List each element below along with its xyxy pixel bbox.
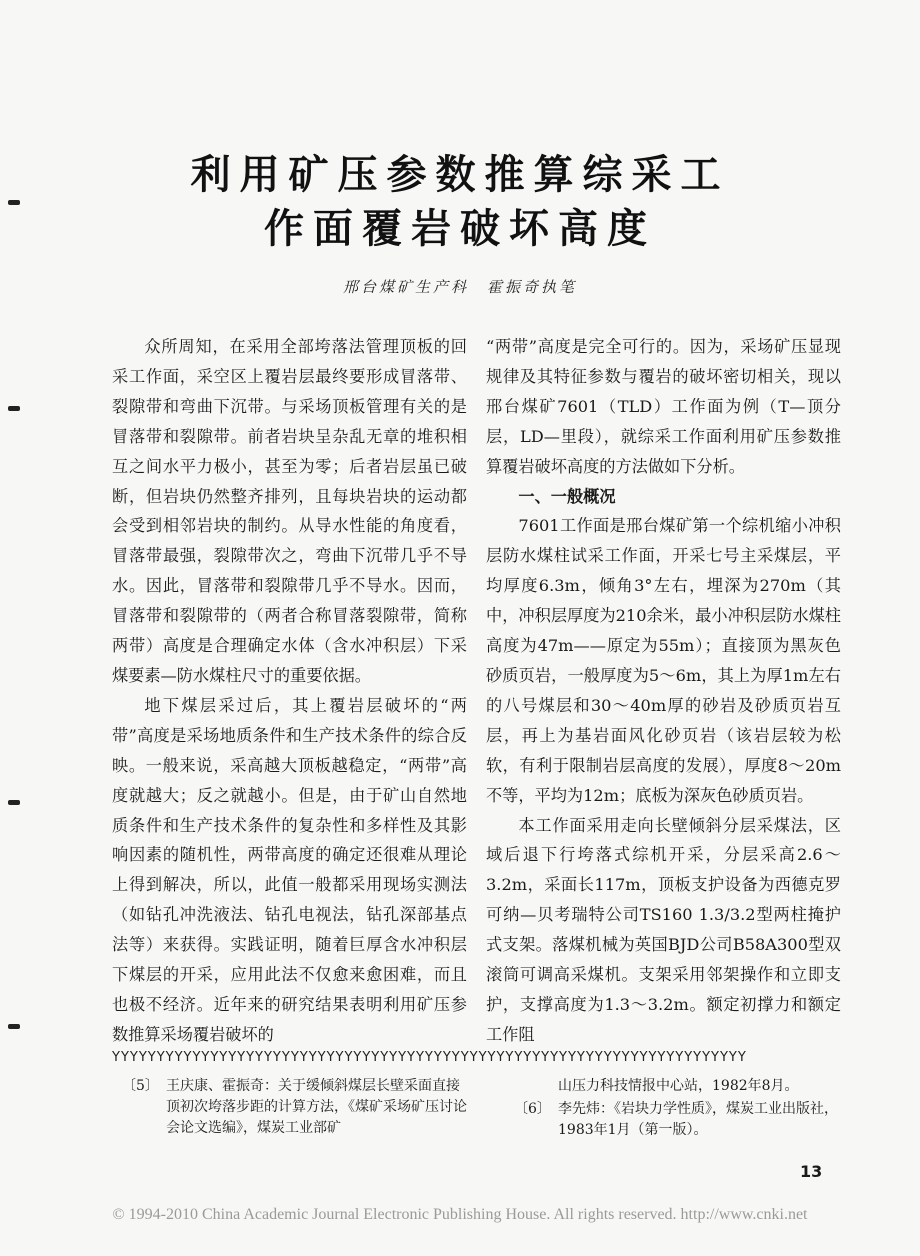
body-paragraph: 本工作面采用走向长壁倾斜分层采煤法，区域后退下行垮落式综机开采，分层采高2.6～3.2m，采面长117m，顶板支护设备为西德克罗可纳—贝考瑞特公司TS160 1.3/3.2型两柱掩护式支架。落煤机械为英国BJD公司B58A300型双滚筒可调高采煤机。支架采用邻架操作和立即支护，支撑高度为1.3～3.2m。额定初撑力和额定工作阻 [486,815,841,1044]
article-title-line-1: 利用矿压参数推算综采工 [190,152,730,198]
right-column [486,332,841,1050]
body-paragraph: 7601工作面是邢台煤矿第一个综机缩小冲积层防水煤柱试采工作面，开采七号主采煤层，平均厚度6.3m，倾角3°左右，埋深为270m（其中，冲积层厚度为210余米，最小冲积层防水煤柱高度为47m——原定为55m）；直接顶为黑灰色砂质页岩，一般厚度为5～6m，其上为厚1m左右的八号煤层和30～40m厚的砂岩及砂质页岩互层，再上为基岩面风化砂页岩（该岩层较为松软，有利于限制岩层高度的发展），厚度8～20m不等，平均为12m；底板为深灰色砂质页岩。 [486,516,841,805]
margin-mark [8,800,20,805]
margin-mark [8,1024,20,1029]
reference-text: 山压力科技情报中心站，1982年8月。 [558,1078,799,1094]
article-title-line-2: 作面覆岩破坏高度 [264,206,656,252]
page-number: 13 [800,1162,823,1181]
reference-text: 李先炜：《岩块力学性质》，煤炭工业出版社，1983年1月（第一版）。 [558,1101,838,1138]
body-paragraph-continuation: “两带”高度是完全可行的。因为，采场矿压显现规律及其特征参数与覆岩的破坏密切相关，现以邢台煤矿7601（TLD）工作面为例（T—顶分层，LD—里段），就综采工作面利用矿压参数推算覆岩破坏高度的方法做如下分析。 [486,337,841,476]
left-column [112,332,467,1050]
author-line: 邢台煤矿生产科 霍振奇执笔 [342,278,577,296]
section-heading: 一、一般概况 [518,486,616,506]
reference-number: 〔5〕 [122,1078,159,1094]
body-paragraph: 地下煤层采过后，其上覆岩层破坏的“两带”高度是采场地质条件和生产技术条件的综合反映。一般来说，采高越大顶板越稳定，“两带”高度就越大；反之就越小。但是，由于矿山自然地质条件和生产技术条件的复杂性和多样性及其影响因素的随机性，两带高度的确定还很难从理论上得到解决，所以，此值一般都采用现场实测法（如钻孔冲洗液法、钻孔电视法，钻孔深部基点法等）来获得。实践证明，随着巨厚含水冲积层下煤层的开采，应用此法不仅愈来愈困难，而且也极不经济。近年来的研究结果表明利用矿压参数推算采场覆岩破坏的 [112,695,467,1044]
reference-item [514,1099,844,1141]
body-paragraph: 众所周知，在采用全部垮落法管理顶板的回采工作面，采空区上覆岩层最终要形成冒落带、裂隙带和弯曲下沉带。与采场顶板管理有关的是冒落带和裂隙带。前者岩块呈杂乱无章的堆积相互之间水平力极小，甚至为零；后者岩层虽已破断，但岩块仍然整齐排列，且每块岩块的运动都会受到相邻岩块的制约。从导水性能的角度看，冒落带最强，裂隙带次之，弯曲下沉带几乎不导水。因此，冒落带和裂隙带几乎不导水。因而，冒落带和裂隙带的（两者合称冒落裂隙带，简称两带）高度是合理确定水体（含水冲积层）下采煤要素—防水煤柱尺寸的重要依据。 [112,337,467,685]
margin-mark [8,406,20,411]
reference-item [122,1076,472,1139]
reference-item-continuation [558,1076,858,1097]
footnote-divider: ΥΥΥΥΥΥΥΥΥΥΥΥΥΥΥΥΥΥΥΥΥΥΥΥΥΥΥΥΥΥΥΥΥΥΥΥΥΥΥΥΥΥΥΥΥΥΥΥΥΥΥΥΥΥΥΥΥΥΥΥΥΥΥΥΥΥΥΥΥΥΥ [112,1050,747,1065]
reference-text: 王庆康、霍振奇：关于缓倾斜煤层长壁采面直接顶初次垮落步距的计算方法，《煤矿采场矿压讨论会论文选编》，煤炭工业部矿 [166,1078,467,1136]
reference-number: 〔6〕 [514,1101,551,1117]
copyright-watermark: © 1994-2010 China Academic Journal Electronic Publishing House. All rights reserved. http://www.cnki.net [112,1206,808,1223]
